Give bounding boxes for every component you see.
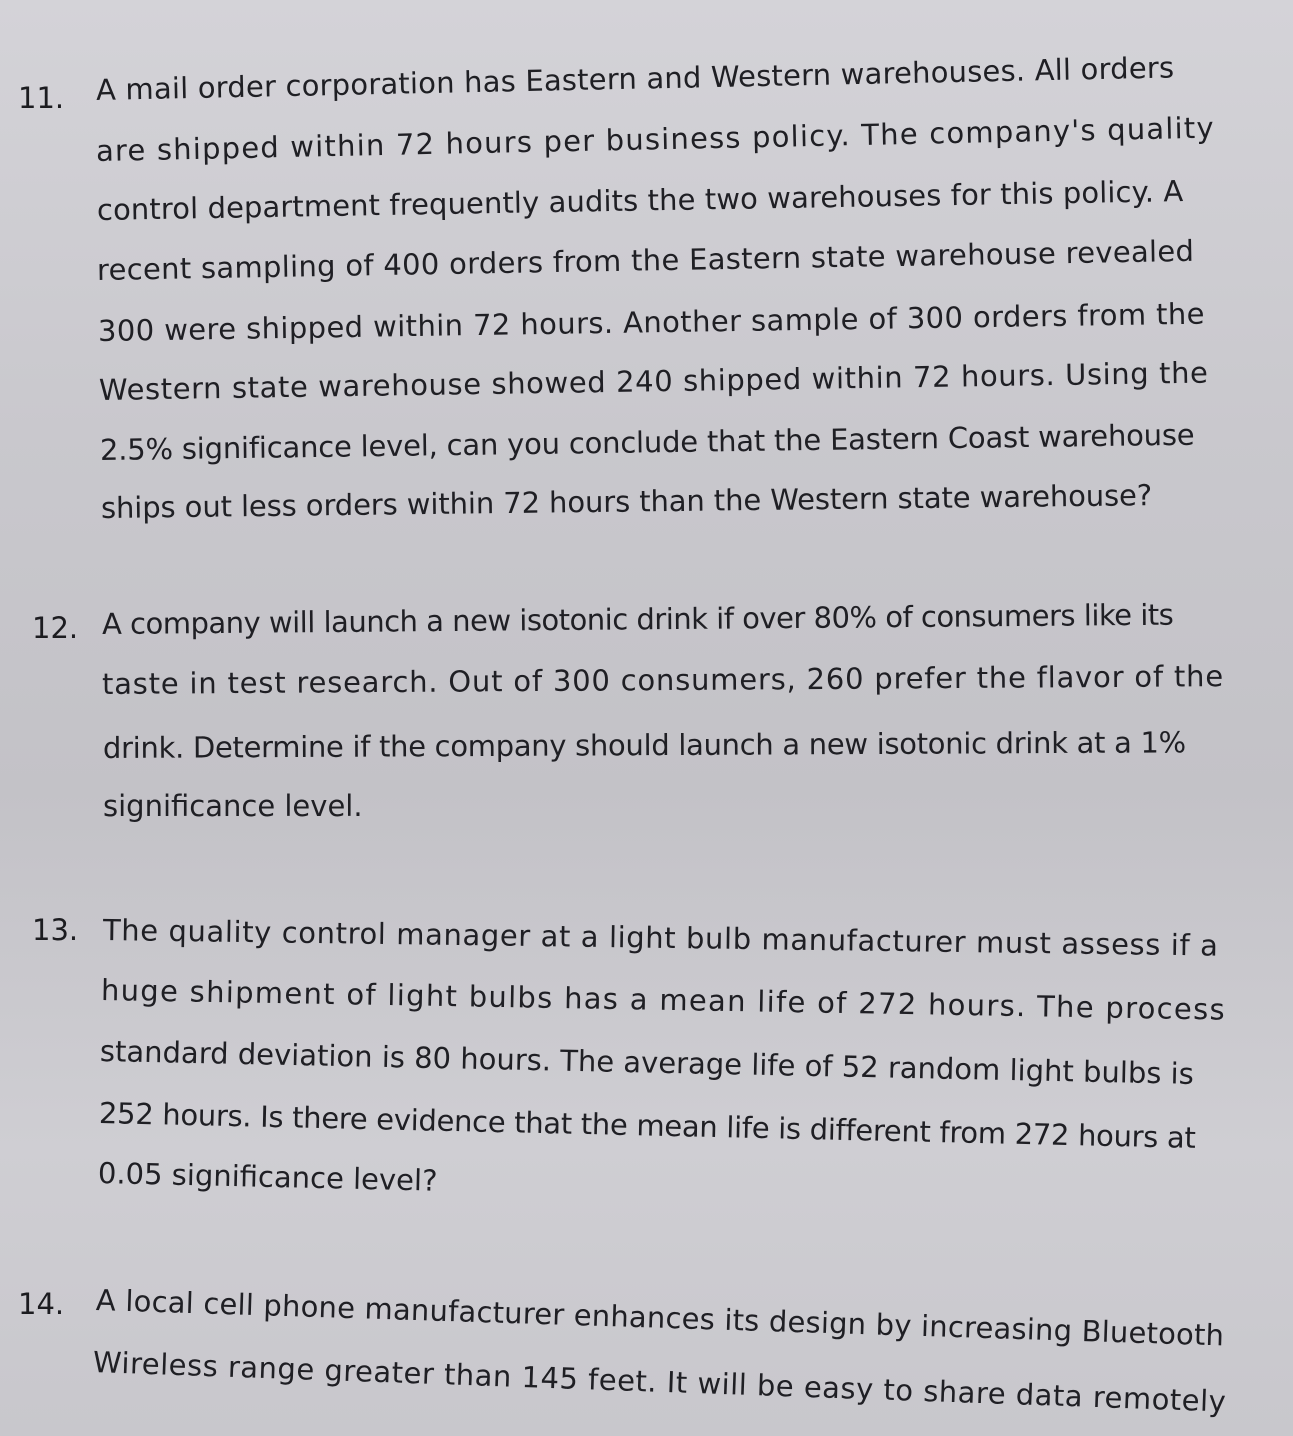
problem-line: 2.5% significance level, can you conclude that the Eastern Coast warehouse	[99, 417, 1195, 467]
problem-line: ships out less orders within 72 hours than the Western state warehouse?	[100, 478, 1153, 525]
problem-line: 300 were shipped within 72 hours. Another sample of 300 orders from the	[97, 296, 1206, 348]
problem-line: The quality control manager at a light bulb manufacturer must assess if a	[102, 913, 1219, 963]
problem-line: Wireless range greater than 145 feet. It will be easy to share data remotely	[92, 1345, 1227, 1419]
problem-number: 13.	[32, 913, 79, 947]
problem-number: 14.	[18, 1287, 65, 1321]
problem-line: drink. Determine if the company should launch a new isotonic drink at a 1%	[102, 725, 1186, 765]
problem-line: standard deviation is 80 hours. The average life of 52 random light bulbs is	[99, 1034, 1195, 1091]
problem-line: Western state warehouse showed 240 shipped within 72 hours. Using the	[98, 355, 1209, 407]
problem-line: 252 hours. Is there evidence that the mean life is different from 272 hours at	[98, 1096, 1196, 1155]
problem-line: A mail order corporation has Eastern and Western warehouses. All orders	[95, 50, 1175, 107]
problem-line: 0.05 significance level?	[97, 1156, 438, 1198]
problem-line: control department frequently audits the two warehouses for this policy. A	[96, 174, 1184, 227]
problem-number: 11.	[18, 81, 65, 115]
problem-line: are shipped within 72 hours per business policy. The company's quality	[95, 110, 1216, 168]
problem-line: A local cell phone manufacturer enhances its design by increasing Bluetooth	[95, 1283, 1225, 1353]
problem-line: recent sampling of 400 orders from the Eastern state warehouse revealed	[96, 233, 1195, 287]
problem-line: huge shipment of light bulbs has a mean life of 272 hours. The process	[100, 973, 1227, 1027]
problem-line: A company will launch a new isotonic drink if over 80% of consumers like its	[101, 597, 1174, 641]
problem-number: 12.	[32, 611, 79, 645]
problem-line: significance level.	[103, 789, 363, 823]
problem-line: taste in test research. Out of 300 consumers, 260 prefer the flavor of the	[101, 659, 1225, 701]
